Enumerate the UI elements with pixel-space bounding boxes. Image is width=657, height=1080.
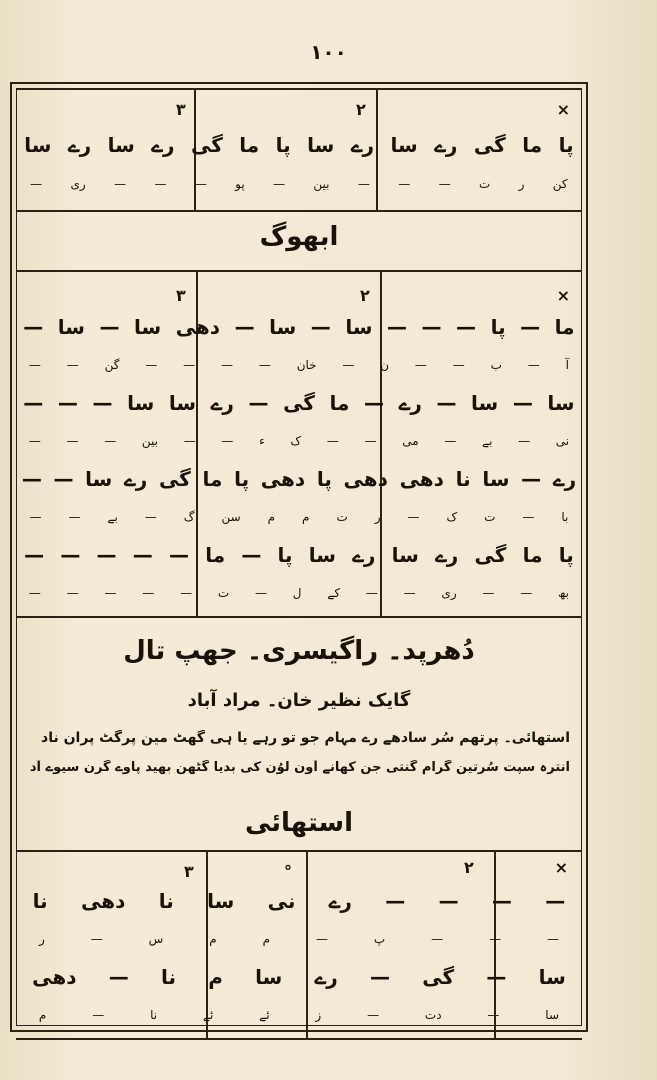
notes-row xyxy=(16,540,582,570)
lyric-cell: — xyxy=(221,434,234,448)
lyric-cell: — xyxy=(154,177,167,191)
note-cell: رے xyxy=(328,889,352,913)
note-cell: گی xyxy=(474,543,507,567)
lyric-cell: — xyxy=(527,358,540,372)
notes-row xyxy=(16,464,582,494)
note-cell: نا xyxy=(160,965,176,989)
lyrics-row xyxy=(16,172,582,196)
lyric-cell: — xyxy=(114,177,127,191)
lyric-cell: — xyxy=(90,932,103,946)
tal-marker-sam: × xyxy=(556,286,570,305)
note-cell: — xyxy=(521,467,542,491)
notes-row xyxy=(16,130,582,160)
lyric-cell: گن xyxy=(104,358,120,372)
note-cell: — xyxy=(168,543,189,567)
lyric-cell: کے xyxy=(327,586,341,600)
note-cell: پا xyxy=(558,133,574,157)
lyric-cell: — xyxy=(522,510,535,524)
note-cell: — xyxy=(385,889,406,913)
lyric-cell: ت xyxy=(484,510,496,524)
lyric-cell: ئے xyxy=(202,1008,214,1022)
note-cell: گی xyxy=(190,133,223,157)
lyric-cell: بے xyxy=(482,434,493,448)
note-cell: — xyxy=(491,889,512,913)
lyric-cell: — xyxy=(414,358,427,372)
lyric-cell: — xyxy=(407,510,420,524)
note-cell: پا xyxy=(275,133,291,157)
note-cell: — xyxy=(234,315,255,339)
note-cell: رے xyxy=(552,467,577,491)
lyric-cell: — xyxy=(482,586,495,600)
lyric-cell: ک xyxy=(446,510,458,524)
note-cell: ما xyxy=(329,391,350,415)
lyric-cell: — xyxy=(398,177,411,191)
lyric-cell: — xyxy=(221,358,233,372)
note-cell: سا xyxy=(391,543,419,567)
lyric-cell: م xyxy=(267,510,276,524)
asthai-lyrics: استھائی۔ پرتھم سُر سادھے رے مہام جو تو رہے یا ہی گھٹ مین پرگٹ پران ناد xyxy=(41,730,570,746)
lyric-cell: — xyxy=(273,177,286,191)
antara-lyrics: انترہ سپت سُرتین گرام گنتی جن کھانے آون لوُن کی بدیا گٹھن بھید پاوے گُرن سیوے آد xyxy=(30,760,570,775)
lyric-cell: پو xyxy=(235,177,245,191)
lyric-cell: نا xyxy=(150,1008,158,1022)
note-cell: — xyxy=(436,391,457,415)
tal-marker-3: ۳ xyxy=(176,100,186,119)
lyric-cell: بین xyxy=(141,434,159,448)
lyrics-row xyxy=(16,502,582,532)
lyric-cell: ء xyxy=(259,434,265,448)
note-cell: — xyxy=(53,467,74,491)
lyric-cell: — xyxy=(66,434,79,448)
lyric-cell: — xyxy=(315,932,328,946)
note-cell: رے xyxy=(210,391,234,415)
tal-marker-2: ۲ xyxy=(356,100,366,119)
note-cell: ما xyxy=(205,543,226,567)
lyric-cell: بے xyxy=(107,510,118,524)
tal-marker-khali: ° xyxy=(284,862,292,881)
note-cell: — xyxy=(387,315,408,339)
lyric-cell: — xyxy=(258,358,271,372)
lyric-cell: م xyxy=(209,932,217,946)
note-cell: سا xyxy=(207,889,235,913)
lyric-cell: — xyxy=(92,1008,105,1022)
lyric-cell: — xyxy=(29,510,42,524)
lyric-cell: سا xyxy=(545,1008,559,1022)
lyric-cell: — xyxy=(444,434,457,448)
lyric-cell: — xyxy=(68,510,81,524)
note-cell: دھی xyxy=(260,467,306,491)
note-cell: — xyxy=(364,391,385,415)
note-cell: — xyxy=(57,391,78,415)
lyric-cell: — xyxy=(66,358,79,372)
lyric-cell: می xyxy=(402,434,419,448)
note-cell: — xyxy=(21,467,42,491)
note-cell: ما xyxy=(522,133,543,157)
note-cell: — xyxy=(310,315,331,339)
note-cell: رے xyxy=(350,133,375,157)
note-cell: سا xyxy=(255,965,283,989)
note-cell: سا xyxy=(538,965,566,989)
note-cell: پا xyxy=(316,467,332,491)
note-cell: — xyxy=(370,965,391,989)
lyric-cell: — xyxy=(326,434,339,448)
note-cell: سا xyxy=(308,543,336,567)
lyric-cell: — xyxy=(489,932,502,946)
note-cell: دھی xyxy=(343,467,388,491)
lyric-cell: — xyxy=(28,586,41,600)
note-cell: سا xyxy=(307,133,335,157)
note-cell: سا xyxy=(547,391,575,415)
lyric-cell: س xyxy=(148,932,164,946)
tal-marker-2: ۲ xyxy=(464,858,474,877)
lyric-cell: ت xyxy=(217,586,230,600)
lyric-cell: با xyxy=(561,510,569,524)
note-cell: — xyxy=(23,391,44,415)
note-cell: — xyxy=(24,543,45,567)
note-cell: سا xyxy=(168,391,197,415)
lyric-cell: گ xyxy=(183,510,195,524)
composition-heading: دُھرپد۔ راگیسری۔ جھپ تال xyxy=(123,636,475,666)
note-cell: گی xyxy=(473,133,506,157)
lyric-cell: ک xyxy=(290,434,302,448)
note-cell: — xyxy=(486,965,507,989)
lyric-cell: م xyxy=(38,1008,47,1022)
lyric-cell: ز xyxy=(315,1008,322,1022)
notes-row xyxy=(16,312,582,342)
note-cell: م xyxy=(208,965,223,989)
note-cell: سا xyxy=(85,467,113,491)
note-cell: — xyxy=(456,315,477,339)
notes-row xyxy=(16,962,582,992)
note-cell: — xyxy=(438,889,459,913)
note-cell: رے xyxy=(398,391,422,415)
note-cell: — xyxy=(545,889,566,913)
lyric-cell: ر xyxy=(518,177,525,191)
lyric-cell: — xyxy=(487,1008,500,1022)
lyric-cell: — xyxy=(142,586,155,600)
lyric-cell: — xyxy=(180,586,193,600)
lyric-cell: — xyxy=(438,177,451,191)
note-cell: گی xyxy=(283,391,315,415)
note-cell: — xyxy=(241,543,262,567)
lyric-cell: — xyxy=(452,358,465,372)
tal-marker-3: ۳ xyxy=(184,862,194,881)
lyrics-row xyxy=(16,924,582,954)
lyric-cell: ری xyxy=(70,177,86,191)
lyric-cell: — xyxy=(183,358,196,372)
lyric-cell: — xyxy=(518,434,531,448)
singer-line: گایک نظیر خان۔ مراد آباد xyxy=(187,690,411,711)
note-cell: پا xyxy=(234,467,250,491)
lyrics-row xyxy=(16,350,582,380)
lyric-cell: دت xyxy=(424,1008,442,1022)
lyric-cell: نی xyxy=(555,434,570,448)
note-cell: پا xyxy=(277,543,293,567)
tal-marker-3: ۳ xyxy=(176,286,186,305)
lyrics-row xyxy=(16,426,582,456)
lyric-cell: — xyxy=(144,510,157,524)
note-cell: ما xyxy=(522,543,543,567)
note-cell: ما xyxy=(554,315,575,339)
note-cell: رے xyxy=(434,133,458,157)
note-cell: سا xyxy=(24,133,52,157)
lyric-cell: — xyxy=(254,586,267,600)
note-cell: — xyxy=(512,391,533,415)
notation-table-2 xyxy=(16,270,582,618)
lyric-cell: بھ xyxy=(558,586,569,600)
lyric-cell: کن xyxy=(552,177,568,191)
note-cell: سا xyxy=(57,315,85,339)
note-cell: — xyxy=(96,543,117,567)
note-cell: سا xyxy=(471,391,499,415)
notation-table-3 xyxy=(16,850,582,1040)
tal-marker-sam: × xyxy=(556,100,570,119)
note-cell: سا xyxy=(107,133,135,157)
lyric-cell: — xyxy=(30,177,43,191)
note-cell: رے xyxy=(151,133,175,157)
lyric-cell: ت xyxy=(336,510,348,524)
lyric-cell: — xyxy=(28,358,41,372)
lyric-cell: — xyxy=(520,586,533,600)
lyric-cell: — xyxy=(194,177,207,191)
lyric-cell: — xyxy=(145,358,158,372)
raag-title: ابھوگ xyxy=(259,222,339,252)
lyric-cell: سن xyxy=(221,510,241,524)
note-cell: رے xyxy=(124,467,148,491)
tal-marker-2: ۲ xyxy=(360,286,370,305)
note-cell: ما xyxy=(202,467,223,491)
lyric-cell: — xyxy=(367,1008,380,1022)
page-number: ۱۰۰ xyxy=(310,40,347,64)
lyric-cell: آ xyxy=(565,358,569,372)
note-cell: — xyxy=(108,965,129,989)
lyric-cell: ن xyxy=(380,358,390,372)
lyric-cell: ئے xyxy=(259,1008,270,1022)
note-cell: گی xyxy=(158,467,191,491)
note-cell: دھی xyxy=(32,965,77,989)
note-cell: — xyxy=(23,315,44,339)
lyric-cell: ت xyxy=(478,177,491,191)
note-cell: — xyxy=(99,315,120,339)
lyric-cell: ری xyxy=(441,586,457,600)
note-cell: — xyxy=(520,315,541,339)
lyric-cell: م xyxy=(262,932,271,946)
note-cell: سا xyxy=(269,315,297,339)
note-cell: نا xyxy=(32,889,48,913)
note-cell: — xyxy=(92,391,113,415)
note-cell: رے xyxy=(314,965,338,989)
note-cell: سا xyxy=(127,391,155,415)
lyrics-row xyxy=(16,578,582,608)
lyric-cell: — xyxy=(364,434,377,448)
lyric-cell: — xyxy=(104,434,117,448)
lyrics-row xyxy=(16,1000,582,1030)
note-cell: — xyxy=(132,543,153,567)
lyric-cell: — xyxy=(403,586,416,600)
note-cell: — xyxy=(421,315,442,339)
note-cell: گی xyxy=(422,965,455,989)
note-cell: رے xyxy=(435,543,459,567)
lyric-cell: ل xyxy=(292,586,302,600)
lyric-cell: — xyxy=(342,358,355,372)
notes-row xyxy=(16,388,582,418)
note-cell: پا xyxy=(558,543,574,567)
note-cell: ما xyxy=(239,133,260,157)
note-cell: نا xyxy=(158,889,174,913)
lyric-cell: — xyxy=(357,177,370,191)
note-cell: سا xyxy=(345,315,373,339)
note-cell: — xyxy=(60,543,81,567)
note-cell: سا xyxy=(133,315,162,339)
note-cell: دھی xyxy=(399,467,444,491)
note-cell: نا xyxy=(455,467,471,491)
note-cell: سا xyxy=(482,467,510,491)
note-cell: رے xyxy=(352,543,376,567)
lyric-cell: — xyxy=(28,434,41,448)
notes-row xyxy=(16,886,582,916)
lyric-cell: م xyxy=(302,510,310,524)
note-cell: پا xyxy=(490,315,506,339)
lyric-cell: خان xyxy=(296,358,317,372)
note-cell: دھی xyxy=(175,315,221,339)
note-cell: سا xyxy=(390,133,418,157)
lyric-cell: — xyxy=(547,932,560,946)
lyric-cell: — xyxy=(183,434,196,448)
lyric-cell: — xyxy=(66,586,79,600)
lyric-cell: ر xyxy=(374,510,381,524)
lyric-cell: — xyxy=(365,586,378,600)
lyric-cell: پ xyxy=(373,932,386,946)
note-cell: نی xyxy=(267,889,296,913)
lyric-cell: — xyxy=(431,932,444,946)
asthai-heading: استھائی xyxy=(244,808,354,838)
lyric-cell: — xyxy=(104,586,117,600)
lyric-cell: ب xyxy=(490,358,502,372)
notation-table-1 xyxy=(16,88,582,212)
lyric-cell: ر xyxy=(38,932,45,946)
note-cell: — xyxy=(248,391,269,415)
lyric-cell: بین xyxy=(313,177,330,191)
note-cell: رے xyxy=(67,133,92,157)
tal-marker-sam: × xyxy=(554,858,568,877)
note-cell: دھی xyxy=(81,889,126,913)
